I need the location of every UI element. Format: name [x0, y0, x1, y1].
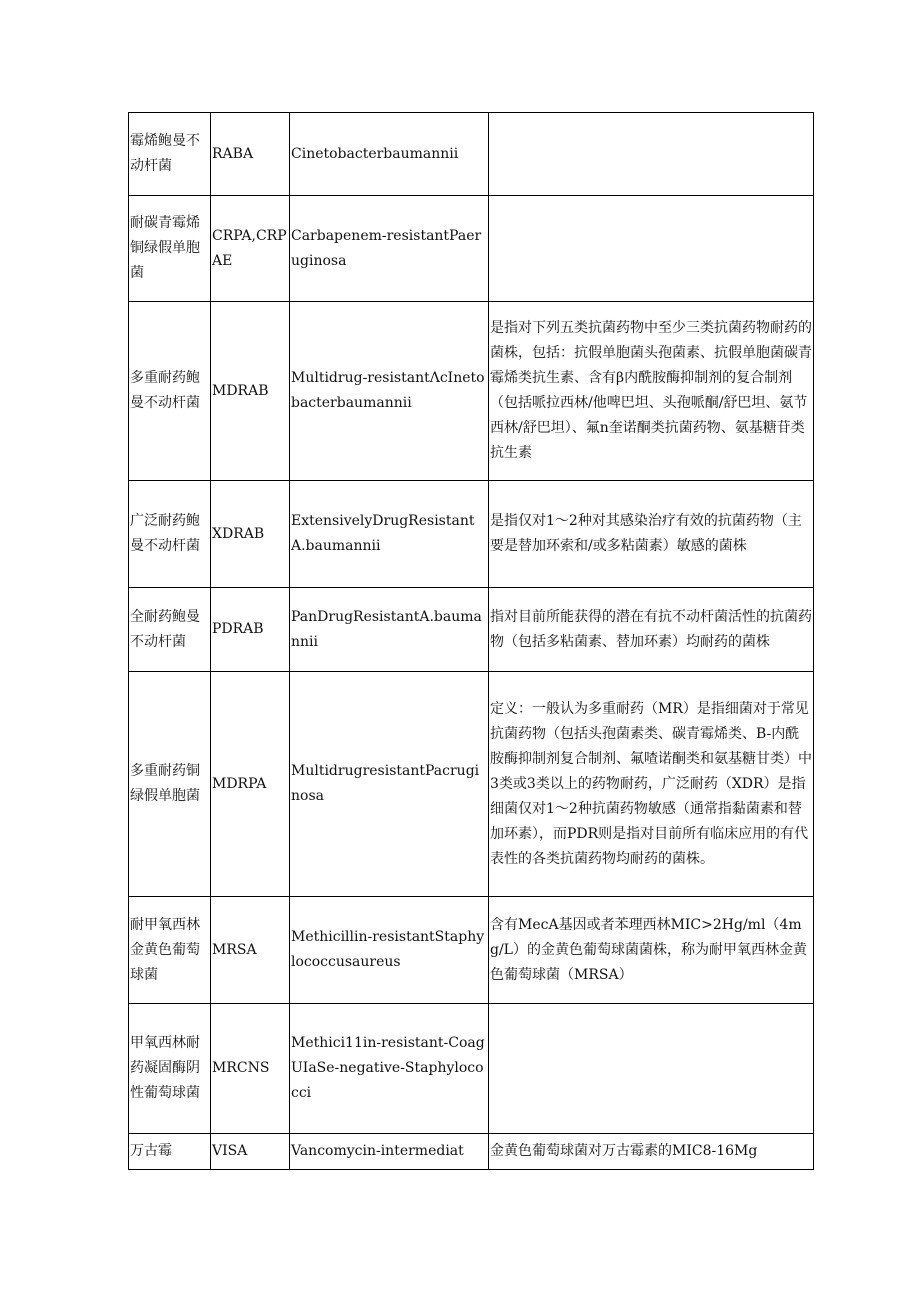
- bacteria-name-cell: 广泛耐药鲍曼不动杆菌: [129, 481, 211, 588]
- definition-cell: [489, 113, 814, 196]
- abbreviation-cell: CRPA,CRPAE: [211, 196, 290, 302]
- abbreviation-cell: RABA: [211, 113, 290, 196]
- abbreviation-cell: MDRAB: [211, 302, 290, 481]
- bacteria-name-cell: 全耐药鲍曼不动杆菌: [129, 588, 211, 672]
- resistant-bacteria-table: [128, 112, 814, 1170]
- english-name-cell: Carbapenem-resistantPaeruginosa: [290, 196, 489, 302]
- definition-cell: 是指对下列五类抗菌药物中至少三类抗菌药物耐药的菌株，包括：抗假单胞菌头孢菌素、抗假单胞菌碳青霉烯类抗生素、含有β内酰胺酶抑制剂的复合制剂（包括哌拉西林/他啤巴坦、头孢哌酮/舒巴坦、氨节西林/舒巴坦）、氟n奎诺酮类抗菌药物、氨基糖苷类抗生素: [489, 302, 814, 481]
- definition-cell: 指对目前所能获得的潜在有抗不动杆菌活性的抗菌药物（包括多粘菌素、替加环素）均耐药的菌株: [489, 588, 814, 672]
- abbreviation-cell: MRSA: [211, 897, 290, 1004]
- english-name-cell: PanDrugResistantA.baumannii: [290, 588, 489, 672]
- table-row: [129, 897, 814, 1004]
- table-row: [129, 196, 814, 302]
- table-row: [129, 588, 814, 672]
- table-row: [129, 672, 814, 897]
- table-row: [129, 1004, 814, 1134]
- definition-cell: 含有MecA基因或者苯理西林MIC>2Hg/ml（4mg/L）的金黄色葡萄球菌菌株，称为耐甲氧西林金黄色葡萄球菌（MRSA）: [489, 897, 814, 1004]
- definition-cell: [489, 196, 814, 302]
- abbreviation-cell: MDRPA: [211, 672, 290, 897]
- bacteria-name-cell: 霉烯鲍曼不动杆菌: [129, 113, 211, 196]
- abbreviation-cell: MRCNS: [211, 1004, 290, 1134]
- english-name-cell: Methicillin-resistantStaphylococcusaureus: [290, 897, 489, 1004]
- definition-cell: 是指仅对1～2种对其感染治疗有效的抗菌药物（主要是替加环索和/或多粘菌素）敏感的菌株: [489, 481, 814, 588]
- definition-cell: [489, 1004, 814, 1134]
- definition-cell: 金黄色葡萄球菌对万古霉素的MIC8-16Mg: [489, 1134, 814, 1170]
- bacteria-name-cell: 多重耐药铜绿假单胞菌: [129, 672, 211, 897]
- english-name-cell: Methici11in-resistant-CoagUIaSe-negative-Staphylococci: [290, 1004, 489, 1134]
- bacteria-name-cell: 多重耐药鲍曼不动杆菌: [129, 302, 211, 481]
- table-row: [129, 1134, 814, 1170]
- abbreviation-cell: XDRAB: [211, 481, 290, 588]
- english-name-cell: MultidrugresistantPacruginosa: [290, 672, 489, 897]
- table-row: [129, 302, 814, 481]
- bacteria-name-cell: 耐碳青霉烯铜绿假单胞菌: [129, 196, 211, 302]
- english-name-cell: Cinetobacterbaumannii: [290, 113, 489, 196]
- english-name-cell: Vancomycin-intermediat: [290, 1134, 489, 1170]
- english-name-cell: ExtensivelyDrugResistantA.baumannii: [290, 481, 489, 588]
- abbreviation-cell: PDRAB: [211, 588, 290, 672]
- bacteria-name-cell: 甲氧西林耐药凝固酶阴性葡萄球菌: [129, 1004, 211, 1134]
- table-row: [129, 481, 814, 588]
- definition-cell: 定义：一般认为多重耐药（MR）是指细菌对于常见抗菌药物（包括头孢菌素类、碳青霉烯类、B-内酰胺酶抑制剂复合制剂、氟喳诺酮类和氨基糖甘类）中3类或3类以上的药物耐药，广泛耐药（XDR）是指细菌仅对1～2种抗菌药物敏感（通常指黏菌素和替加环素），而PDR则是指对目前所有临床应用的有代表性的各类抗菌药物均耐药的菌株。: [489, 672, 814, 897]
- table-row: [129, 113, 814, 196]
- abbreviation-cell: VISA: [211, 1134, 290, 1170]
- english-name-cell: Multidrug-resistantΛcInetobacterbaumannii: [290, 302, 489, 481]
- bacteria-name-cell: 万古霉: [129, 1134, 211, 1170]
- bacteria-name-cell: 耐甲氧西林金黄色葡萄球菌: [129, 897, 211, 1004]
